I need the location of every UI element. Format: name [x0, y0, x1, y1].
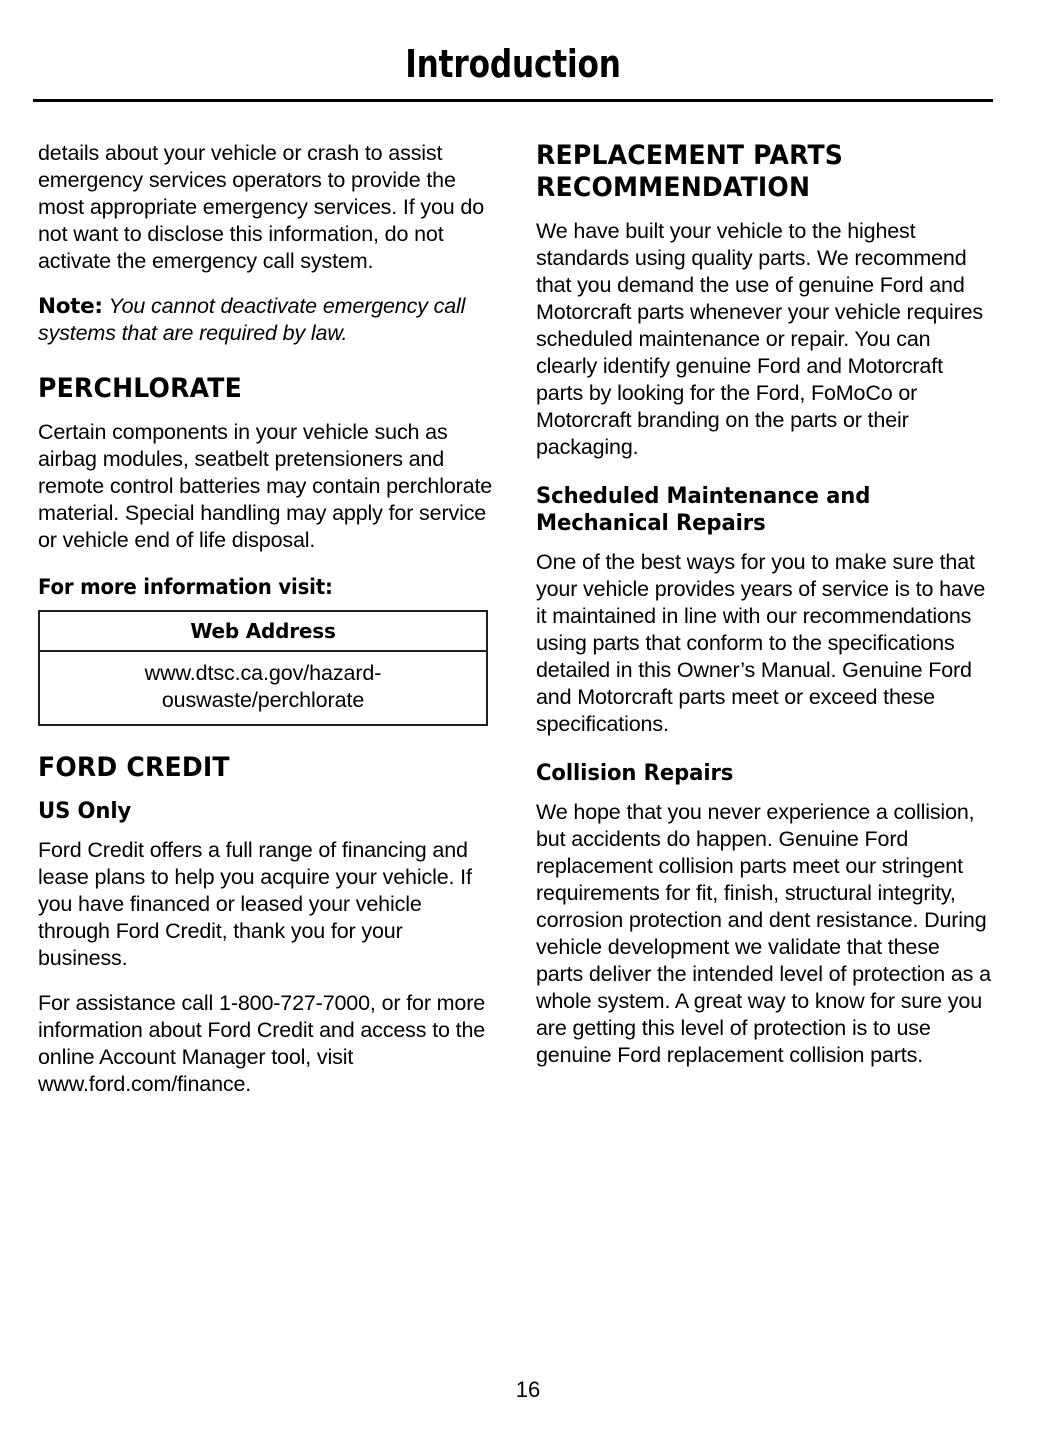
table-row [39, 651, 487, 725]
heading-perchlorate: PERCHLORATE [38, 373, 242, 404]
subheading-scheduled-maintenance-line-1: Scheduled Maintenance and [536, 483, 871, 509]
perchlorate-paragraph: Certain components in your vehicle such as airbag modules, seatbelt pretensioners and remote control batteries may contain perchlorate material. Special handling may apply for service or vehicle end of life disposal. [38, 420, 493, 552]
heading-replacement-parts-recommendation [536, 140, 959, 204]
perchlorate-table-intro: For more information visit: [38, 575, 333, 599]
ford-credit-paragraph-2: For assistance call 1-800-727-7000, or for more information about Ford Credit and access to the online Account Manager tool, visit www.ford.com/finance. [38, 991, 486, 1096]
subheading-collision-repairs: Collision Repairs [536, 760, 734, 786]
two-column-body [38, 140, 1018, 1320]
subheading-us-only: US Only [38, 798, 132, 824]
subheading-scheduled-maintenance-line-2: Mechanical Repairs [536, 510, 766, 536]
header-divider-rule [33, 99, 993, 102]
table-cell-web-address [39, 651, 487, 725]
scheduled-maintenance-paragraph: One of the best ways for you to make sure that your vehicle provides years of service is to have it maintained in line with our recommendations using parts that conform to the specifications detailed in this Owner’s Manual. Genuine Ford and Motorcraft parts meet or exceed these specifications. [536, 550, 986, 736]
table-header-row [39, 611, 487, 651]
note-label: Note: [38, 294, 103, 319]
web-address-line-2: ouswaste/perchlorate [161, 688, 365, 712]
subheading-scheduled-maintenance [536, 483, 964, 537]
page-number: 16 [515, 1377, 541, 1402]
web-address-line-1: www.dtsc.ca.gov/hazard- [144, 661, 382, 685]
page-title: Introduction [405, 42, 621, 86]
note-text: You cannot deactivate emergency call systems that are required by law. [38, 294, 466, 345]
replacement-parts-paragraph: We have built your vehicle to the highest standards using quality parts. We recommend that you demand the use of genuine Ford and Motorcraft parts whenever your vehicle requires scheduled maintenance or repair. You can clearly identify genuine Ford and Motorcraft parts by looking for the Ford, FoMoCo or Motorcraft branding on the parts or their packaging. [536, 219, 984, 459]
continued-paragraph: details about your vehicle or crash to assist emergency services operators to provide the most appropriate emergency services. If you do not want to disclose this information, do not activate the emergency call system. [38, 141, 485, 273]
table-column-header-web-address: Web Address [39, 611, 487, 651]
heading-replacement-parts-line-2: RECOMMENDATION [536, 172, 811, 203]
web-address-table [38, 610, 488, 726]
heading-replacement-parts-line-1: REPLACEMENT PARTS [536, 140, 844, 171]
right-column [536, 140, 991, 1069]
collision-repairs-paragraph: We hope that you never experience a collision, but accidents do happen. Genuine Ford replacement collision parts meet our stringent requirements for fit, finish, structural integrity, corrosion protection and dent resistance. During vehicle development we validate that these parts deliver the intended level of protection as a whole system. A great way to know for sure you are getting this level of protection is to use genuine Ford replacement collision parts. [536, 800, 991, 1067]
heading-ford-credit: FORD CREDIT [38, 752, 230, 783]
left-column [38, 140, 493, 1098]
ford-credit-paragraph-1: Ford Credit offers a full range of financing and lease plans to help you acquire your vehicle. If you have financed or leased your vehicle through Ford Credit, thank you for your business. [38, 838, 472, 970]
page-footer [0, 1377, 1056, 1403]
page-header [33, 42, 993, 86]
note-block [38, 293, 493, 347]
